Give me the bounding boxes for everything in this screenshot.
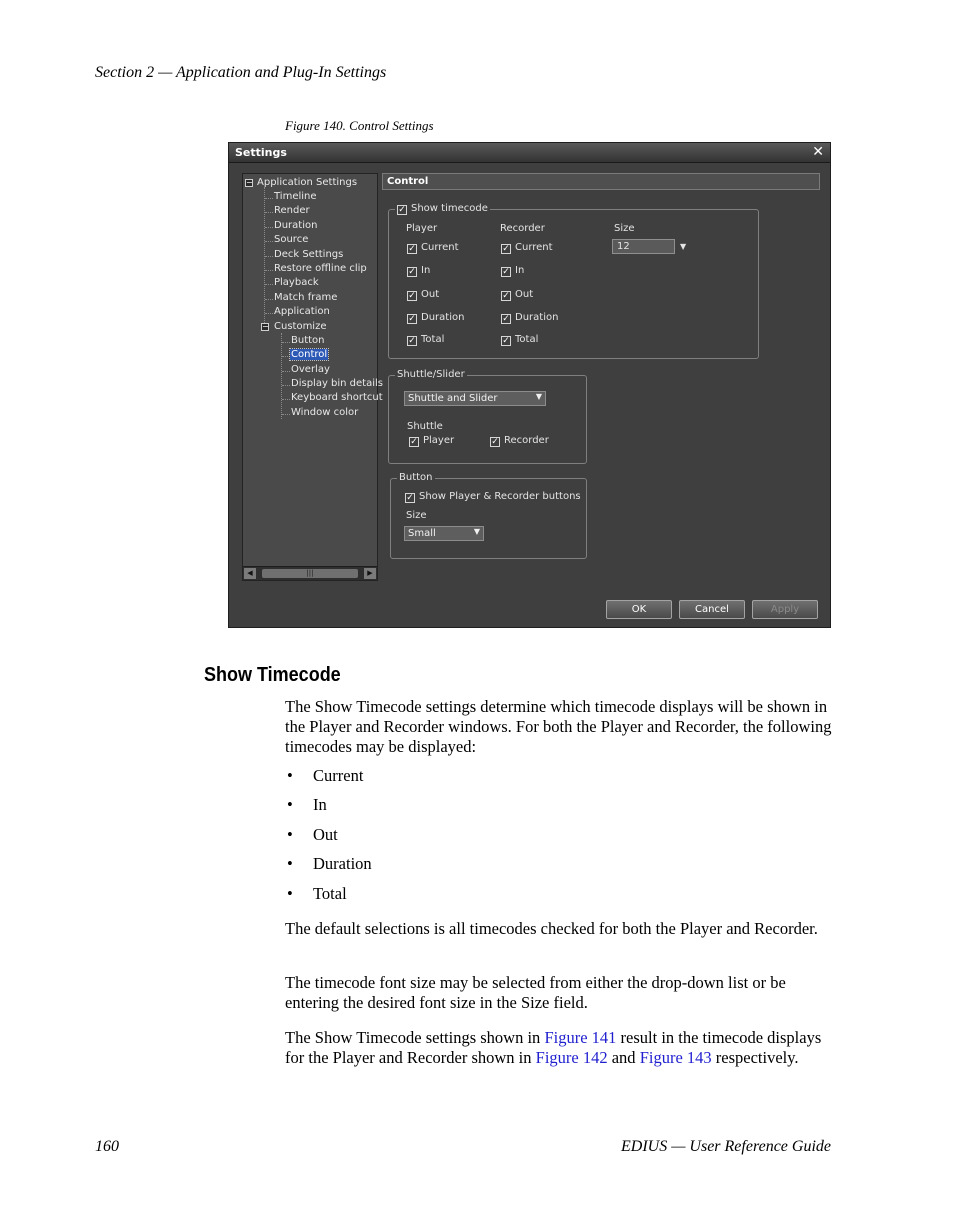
show-timecode-group <box>388 203 759 359</box>
show-timecode-label: Show timecode <box>411 203 488 214</box>
tree-guide <box>282 342 290 343</box>
tree-guide <box>265 227 273 228</box>
tree-item-display-bin-details[interactable]: Display bin details <box>291 378 383 389</box>
player-current-checkbox[interactable] <box>407 242 459 254</box>
tree-guide <box>265 313 273 314</box>
shuttle-slider-combo[interactable] <box>404 391 546 406</box>
recorder-column-label: Recorder <box>500 223 545 234</box>
figure-reference-paragraph <box>285 1028 835 1068</box>
tree-guide <box>265 212 273 213</box>
collapse-icon[interactable]: − <box>246 178 253 187</box>
checkbox-box: ✓ <box>410 437 418 447</box>
recorder-out-checkbox[interactable] <box>501 289 533 301</box>
tree-guide <box>281 333 282 419</box>
tree-guide <box>265 270 273 271</box>
shuttle-slider-value: Shuttle and Slider <box>408 393 498 404</box>
list-item-text: Duration <box>313 854 372 873</box>
collapse-icon[interactable]: − <box>262 322 269 331</box>
checkbox-label: Recorder <box>504 435 549 446</box>
tree-item-window-color[interactable]: Window color <box>291 407 359 418</box>
checkbox-box: ✓ <box>502 291 510 301</box>
tree-item-duration[interactable]: Duration <box>274 220 318 231</box>
tree-item-customize[interactable]: Customize <box>274 321 327 332</box>
checkbox-label: Show Player & Recorder buttons <box>419 491 581 502</box>
size-label: Size <box>614 223 635 234</box>
tree-guide <box>282 385 290 386</box>
tree-horizontal-scrollbar[interactable] <box>243 566 377 580</box>
list-item-text: Current <box>313 766 364 785</box>
list-item <box>287 884 347 904</box>
text-run: result in the timecode displays for the Player and Recorder shown in <box>285 1028 822 1067</box>
bullet-symbol: • <box>287 854 293 873</box>
tree-guide <box>282 399 290 400</box>
button-group-legend: Button <box>399 472 433 483</box>
settings-tree <box>242 173 383 581</box>
checkbox-label: In <box>421 265 431 276</box>
tree-guide <box>282 371 290 372</box>
checkbox-label: Duration <box>421 312 465 323</box>
checkbox-label: Current <box>515 242 553 253</box>
player-out-checkbox[interactable] <box>407 289 439 301</box>
button-size-label: Size <box>406 510 427 521</box>
scroll-thumb[interactable]: ||| <box>262 569 358 578</box>
checkbox-box: ✓ <box>408 291 416 301</box>
recorder-in-checkbox[interactable] <box>501 265 524 277</box>
scroll-left-icon[interactable]: ◀ <box>244 568 256 579</box>
section-heading: Show Timecode <box>204 664 341 686</box>
dialog-title: Settings <box>235 146 287 159</box>
figure-142-link[interactable]: Figure 142 <box>535 1047 608 1067</box>
checkbox-label: Total <box>515 334 539 345</box>
guide-title: EDIUS — User Reference Guide <box>620 1138 831 1155</box>
tree-item-deck-settings[interactable]: Deck Settings <box>274 249 344 260</box>
list-item <box>287 854 372 874</box>
font-size-paragraph: The timecode font size may be selected from either the drop-down list or be entering the desired font size in the Size field. <box>285 973 786 1012</box>
checkbox-label: Duration <box>515 312 559 323</box>
figure-caption: Figure 140. Control Settings <box>285 118 434 133</box>
tree-item-keyboard-shortcut[interactable]: Keyboard shortcut <box>291 392 383 403</box>
checkbox-box: ✓ <box>408 267 416 277</box>
tree-guide <box>265 284 273 285</box>
button-group <box>390 472 587 559</box>
tree-guide <box>265 241 273 242</box>
default-paragraph: The default selections is all timecodes checked for both the Player and Recorder. <box>285 919 818 938</box>
tree-guide <box>282 414 290 415</box>
player-column-label: Player <box>406 223 438 234</box>
tree-item-control[interactable]: Control <box>291 349 328 360</box>
bullet-symbol: • <box>287 825 293 844</box>
checkbox-box: ✓ <box>406 493 414 503</box>
checkbox-label: Out <box>421 289 440 300</box>
tree-item-overlay[interactable]: Overlay <box>291 364 330 375</box>
running-header: Section 2 — Application and Plug-In Settings <box>95 64 387 81</box>
text-run: respectively. <box>711 1047 799 1067</box>
checkbox-label: In <box>515 265 525 276</box>
chevron-down-icon: ▼ <box>535 392 542 401</box>
checkbox-box: ✓ <box>408 244 416 254</box>
checkbox-box: ✓ <box>408 336 416 346</box>
show-timecode-checkbox[interactable] <box>395 203 490 215</box>
timecode-size-field[interactable]: 12 <box>612 239 675 254</box>
list-item-text: In <box>313 795 327 814</box>
text-run: The Show Timecode settings shown in <box>285 1028 545 1047</box>
tree-item-application-settings[interactable]: Application Settings <box>257 177 358 188</box>
tree-item-restore-offline-clip[interactable]: Restore offline clip <box>274 263 367 274</box>
button-size-combo[interactable] <box>404 526 484 541</box>
checkbox-label: Player <box>423 435 455 446</box>
checkbox-box: ✓ <box>502 244 510 254</box>
tree-item-render[interactable]: Render <box>274 205 310 216</box>
text-run: and <box>607 1047 640 1067</box>
list-item-text: Out <box>313 825 338 844</box>
shuttle-recorder-checkbox[interactable] <box>490 435 549 447</box>
recorder-duration-checkbox[interactable] <box>501 312 558 324</box>
list-item <box>287 795 327 815</box>
apply-button[interactable]: Apply <box>752 600 818 619</box>
player-total-checkbox[interactable] <box>407 334 444 346</box>
bullet-symbol: • <box>287 884 293 903</box>
checkbox-label: Current <box>421 242 459 253</box>
checkbox-box: ✓ <box>408 314 416 324</box>
chevron-down-icon: ▼ <box>473 527 480 536</box>
checkbox-box: ✓ <box>398 205 406 215</box>
panel-title: Control <box>382 173 820 190</box>
tree-guide <box>265 198 273 199</box>
list-item <box>287 825 338 845</box>
shuttle-slider-group <box>388 369 587 464</box>
checkbox-box: ✓ <box>502 267 510 277</box>
tree-guide <box>264 187 265 331</box>
figure-143-link[interactable]: Figure 143 <box>639 1047 712 1067</box>
tree-item-timeline[interactable]: Timeline <box>274 191 317 202</box>
player-in-checkbox[interactable] <box>407 265 430 277</box>
intro-paragraph: The Show Timecode settings determine which timecode displays will be shown in the Player and Recorder windows. For both the Player and Recorder, the following timecodes may be displayed: <box>285 697 832 756</box>
tree-item-application[interactable]: Application <box>274 306 330 317</box>
close-icon[interactable]: ✕ <box>812 144 824 160</box>
shuttle-player-checkbox[interactable] <box>409 435 454 447</box>
tree-guide <box>265 256 273 257</box>
list-item-text: Total <box>313 884 347 903</box>
tree-item-playback[interactable]: Playback <box>274 277 319 288</box>
tree-guide <box>282 356 290 357</box>
bullet-symbol: • <box>287 795 293 814</box>
checkbox-box: ✓ <box>491 437 499 447</box>
tree-item-source[interactable]: Source <box>274 234 309 245</box>
tree-item-match-frame[interactable]: Match frame <box>274 292 338 303</box>
page-number: 160 <box>95 1138 119 1155</box>
recorder-total-checkbox[interactable] <box>501 334 538 346</box>
ok-button[interactable]: OK <box>606 600 672 619</box>
checkbox-label: Total <box>421 334 445 345</box>
player-duration-checkbox[interactable] <box>407 312 464 324</box>
checkbox-box: ✓ <box>502 314 510 324</box>
scroll-right-icon[interactable]: ▶ <box>364 568 376 579</box>
show-player-recorder-buttons-checkbox[interactable] <box>405 491 581 503</box>
recorder-current-checkbox[interactable] <box>501 242 553 254</box>
button-size-value: Small <box>408 528 436 539</box>
settings-dialog <box>228 142 831 628</box>
size-dropdown-icon[interactable]: ▼ <box>680 242 687 251</box>
tree-item-button[interactable]: Button <box>291 335 325 346</box>
list-item <box>287 766 363 786</box>
checkbox-label: Out <box>515 289 534 300</box>
shuttle-slider-legend: Shuttle/Slider <box>397 369 465 380</box>
cancel-button[interactable]: Cancel <box>679 600 745 619</box>
bullet-symbol: • <box>287 766 293 785</box>
shuttle-label: Shuttle <box>407 421 443 432</box>
tree-guide <box>265 299 273 300</box>
dialog-titlebar <box>229 143 830 163</box>
checkbox-box: ✓ <box>502 336 510 346</box>
figure-141-link[interactable]: Figure 141 <box>544 1028 617 1047</box>
